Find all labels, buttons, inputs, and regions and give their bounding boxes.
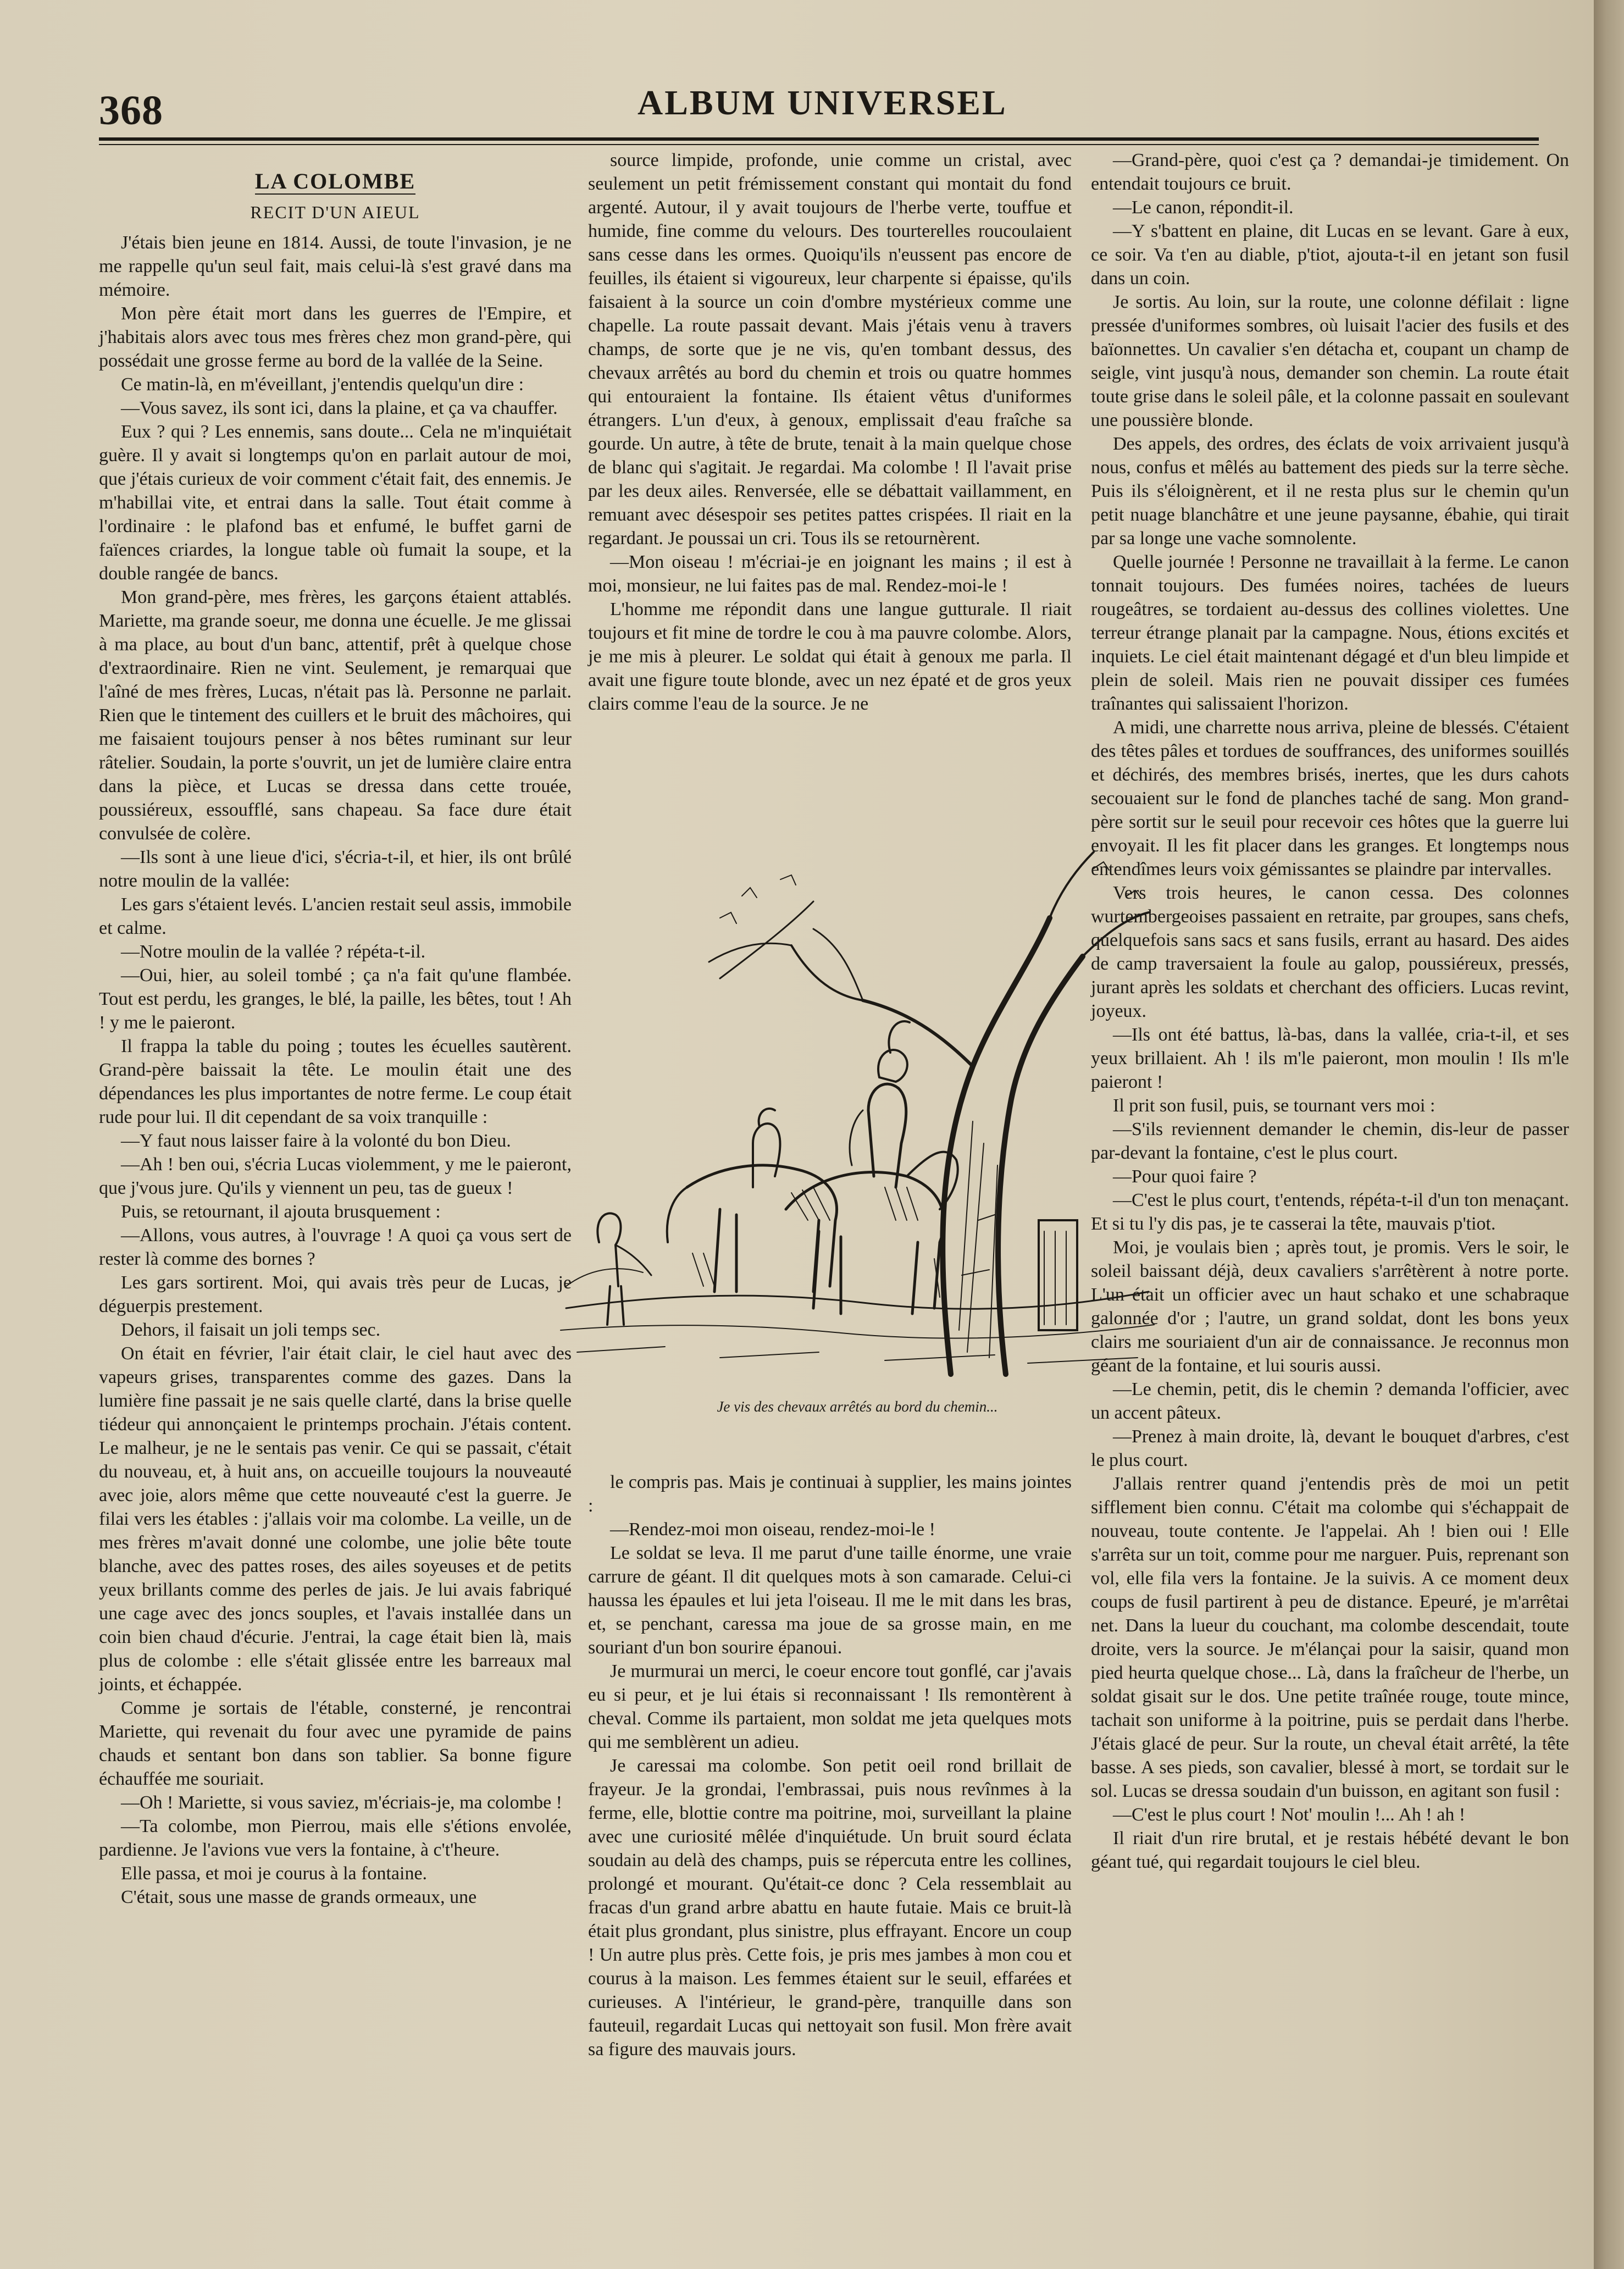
column-3 [1091,148,1569,1874]
paragraph: Je sortis. Au loin, sur la route, une colonne défilait : ligne pressée d'uniformes sombres, où luisait l'acier des fusils et des baïonnettes. Un cavalier s'en détacha et, coupant un champ de seigle, vint jusqu'à nous, demander son chemin. La route était toute grise dans le soleil pâle, et la colonne passait en soulevant une poussière blonde. [1091,292,1569,430]
story-title: LA COLOMBE [254,169,416,193]
paragraph: —Vous savez, ils sont ici, dans la plaine, et ça va chauffer. [121,398,558,418]
paragraph: —Ils ont été battus, là-bas, dans la vallée, cria-t-il, et ses yeux brillaient. Ah ! ils m'le paieront, mon moulin ! Ils m'le paieront ! [1091,1025,1569,1092]
paragraph: —Oui, hier, au soleil tombé ; ça n'a fait qu'une flambée. Tout est perdu, les granges, le blé, la paille, les bêtes, tout ! Ah ! y me le paieront. [99,965,572,1033]
paragraph: Eux ? qui ? Les ennemis, sans doute... Cela ne m'inquiétait guère. Il y avait si longtemps qu'on en parlait autour de moi, que j'étais curieux de voir comment c'était fait, des ennemis. Je m'habillai vite, et entrai dans la salle. Tout était comme à l'ordinaire : le plafond bas et enfumé, le buffet garni de faïences criardes, la longue table où fumait la soupe, et la double rangée de bancs. [99,422,572,584]
column-2 [588,148,1072,716]
column-1-body [99,231,572,1909]
paragraph: C'était, sous une masse de grands ormeaux, une [121,1887,477,1907]
paragraph: Mon père était mort dans les guerres de l'Empire, et j'habitais alors avec tous mes frères chez mon grand-père, qui possédait une grosse ferme au bord de la vallée de la Seine. [99,303,572,371]
column-2-continued [588,1470,1072,2061]
running-title: ALBUM UNIVERSEL [638,83,1007,122]
paragraph: —Y faut nous laisser faire à la volonté du bon Dieu. [121,1131,511,1151]
paragraph: Je caressai ma colombe. Son petit oeil rond brillait de frayeur. Je la grondai, l'embrassai, puis nous revînmes à la ferme, elle, blottie contre ma poitrine, moi, surveillant la plaine avec une curiosité mêlée d'inquiétude. Un bruit sourd éclata soudain au delà des champs, puis se répercuta entre les collines, prolongé et mourant. Qu'était-ce donc ? Cela ressemblait au fracas d'un grand arbre abattu en haute futaie. Mais ce bruit-là était plus grondant, plus sinistre, plus effrayant. Encore un coup ! Un autre plus près. Cette fois, je pris mes jambes à mon cou et courus à la maison. Les femmes étaient sur le seuil, effarées et curieuses. A l'intérieur, le grand-père, tranquille dans son fauteuil, regardait Lucas qui nettoyait son fusil. Mon frère avait sa figure des mauvais jours. [588,1756,1072,2060]
paragraph: Les gars sortirent. Moi, qui avais très peur de Lucas, je déguerpis prestement. [99,1272,572,1316]
paragraph: Elle passa, et moi je courus à la fontaine. [121,1863,428,1884]
paragraph: —C'est le plus court, t'entends, répéta-t-il d'un ton menaçant. Et si tu l'y dis pas, je te casserai la tête, mauvais p'tiot. [1091,1190,1569,1234]
paragraph: J'allais rentrer quand j'entendis près de moi un petit sifflement bien connu. C'était ma colombe qui s'échappait de nouveau, toute contente. Je l'appelai. Ah ! bien oui ! Elle s'arrêta sur un toit, comme pour me narguer. Puis, reprenant son vol, elle fila vers la fontaine. Je la suivis. A ce moment deux coups de fusil partirent à peu de distance. Epeuré, je m'arrêtai net. Dans la lueur du couchant, ma colombe descendait, toute droite, vers la source. Je m'élançai pour la saisir, quand mon pied heurta quelque chose... Là, dans la fraîcheur de l'herbe, un soldat gisait sur le dos. Une petite traînée rouge, toute mince, tachait son uniforme à la poitrine, puis se perdait dans l'herbe. J'étais glacé de peur. Sur la route, un cheval était arrêté, la tête basse. A ses pieds, son cavalier, blessé à mort, se tordait sur le sol. Lucas se dressa soudain d'un buisson, en agitant son fusil : [1091,1474,1569,1801]
page-header [99,82,1539,137]
paragraph: Il frappa la table du poing ; toutes les écuelles sautèrent. Grand-père baissait la tête. Le moulin était une des dépendances les plus importantes de notre ferme. Le coup était rude pour lui. Il dit cependant de sa voix tranquille : [99,1036,572,1127]
paragraph: source limpide, profonde, unie comme un cristal, avec seulement un petit frémissement constant qui montait du fond argenté. Autour, il y avait toujours de l'herbe verte, touffue et humide, fine comme du velours. Des tourterelles roucoulaient sans cesse dans les ormes. Quoiqu'ils n'eussent pas encore de feuilles, ils étaient si vigoureux, leur charpente si épaisse, qu'ils faisaient à la source un coin d'ombre mystérieux comme une chapelle. La route passait devant. Mais j'étais venu à travers champs, de sorte que je ne vis, qu'en tombant dessus, des chevaux arrêtés au bord du chemin et trois ou quatre hommes qui entouraient la fontaine. Ils étaient vêtus d'uniformes étrangers. L'un d'eux, à genoux, emplissait d'eau fraîche sa gourde. Un autre, à tête de brute, tenait à la main quelque chose de blanc qui s'agitait. Je regardai. Ma colombe ! Il l'avait prise par les deux ailes. Renversée, elle se débattait vaillamment, en remuant avec désespoir ses petites pattes crispées. Il riait en la regardant. Je poussai un cri. Tous ils se retournèrent. [588,150,1072,549]
paragraph: Dehors, il faisait un joli temps sec. [121,1320,381,1340]
paragraph: On était en février, l'air était clair, le ciel haut avec des vapeurs grises, transparentes comme des gazes. Dans la lumière fine passait je ne sais quelle clarté, dans la brise quelle tiédeur qui annonçaient le printemps prochain. J'étais content. Le malheur, je ne le sentais pas venir. Ce qui se passait, c'était du nouveau, et, à huit ans, on accueille toujours la nouveauté avec joie, alors même que cette nouveauté c'est la guerre. Je filai vers les étables : j'allais voir ma colombe. La veille, un de mes frères m'avait donné une colombe, une jolie bête toute blanche, avec des pattes roses, des ailes soyeuses et de petits yeux brillants comme des perles de jais. Je lui avais fabriqué une cage avec des joncs souples, et l'avais installée dans un coin bien chaud d'écurie. J'entrai, la cage était bien là, mais plus de colombe : elle s'était glissée entre les barreaux mal joints, et échappée. [99,1343,572,1695]
paragraph: —Le chemin, petit, dis le chemin ? demanda l'officier, avec un accent pâteux. [1091,1379,1569,1423]
paragraph: Vers trois heures, le canon cessa. Des colonnes wurtembergeoises passaient en retraite, par groupes, sans chefs, quelquefois sans sacs et sans fusils, errant au hasard. Des aides de camp traversaient la foule au galop, poussiéreux, pressés, jurant après les soldats et cherchant des officiers. Lucas revint, joyeux. [1091,883,1569,1021]
illustration-caption: Je vis des chevaux arrêtés au bord du chemin... [717,1398,998,1415]
paragraph: —S'ils reviennent demander le chemin, dis-leur de passer par-devant la fontaine, c'est le plus court. [1091,1119,1569,1163]
paragraph: —Ils sont à une lieue d'ici, s'écria-t-il, et hier, ils ont brûlé notre moulin de la vallée: [99,847,572,891]
soldiers-at-fountain-illustration [555,835,1160,1391]
paragraph: Quelle journée ! Personne ne travaillait à la ferme. Le canon tonnait toujours. Des fumées noires, tachées de lueurs rougeâtres, se tordaient au-dessus des collines violettes. Une terreur étrange planait par la campagne. Nous, étions excités et inquiets. Le ciel était maintenant dégagé et d'un bleu limpide et plein de soleil. Mais rien ne pouvait dissiper ces fumées traînantes qui salissaient l'horizon. [1091,552,1569,714]
paragraph: Puis, se retournant, il ajouta brusquement : [121,1202,441,1222]
paragraph: —Ah ! ben oui, s'écria Lucas violemment, y me le paieront, que j'vous jure. Qu'ils y viennent un peu, tas de gueux ! [99,1154,572,1198]
paragraph: A midi, une charrette nous arriva, pleine de blessés. C'étaient des têtes pâles et tordues de souffrances, des uniformes souillés et déchirés, des membres brisés, inertes, que les durs cahots secouaient sur le fond de planches taché de sang. Mon grand-père sortit sur le seuil pour recevoir ces hôtes que la guerre lui envoyait. Il les fit placer dans les granges. Et longtemps nous entendîmes leurs voix gémissantes se plaindre par intervalles. [1091,717,1569,879]
paragraph: —Y s'battent en plaine, dit Lucas en se levant. Gare à eux, ce soir. Va t'en au diable, p'tiot, ajouta-t-il en jetant son fusil dans un coin. [1091,221,1569,289]
paragraph: Comme je sortais de l'étable, consterné, je rencontrai Mariette, qui revenait du four avec une pyramide de pains chauds et sentant bon dans son tablier. Sa bonne figure échauffée me souriait. [99,1698,572,1789]
header-rule-thin [99,144,1539,145]
paragraph: Ce matin-là, en m'éveillant, j'entendis quelqu'un dire : [121,374,524,395]
column-3-body [1091,148,1569,1874]
column-2-body [588,148,1072,716]
paragraph: —C'est le plus court ! Not' moulin !... Ah ! ah ! [1113,1805,1466,1825]
paragraph: —Rendez-moi mon oiseau, rendez-moi-le ! [610,1519,935,1540]
paragraph: —Allons, vous autres, à l'ouvrage ! A quoi ça vous sert de rester là comme des bornes ? [99,1225,572,1269]
paragraph: —Pour quoi faire ? [1113,1166,1257,1187]
paragraph: Moi, je voulais bien ; après tout, je promis. Vers le soir, le soleil baissant déjà, deux cavaliers s'arrêtèrent à notre porte. L'un était un officier avec un haut schako et une schabraque galonnée d'or ; l'autre, un grand soldat, dont les bons yeux clairs me souriaient d'un air de connaissance. Je reconnus mon géant de la fontaine, et lui souris aussi. [1091,1237,1569,1376]
paragraph: —Grand-père, quoi c'est ça ? demandai-je timidement. On entendait toujours ce bruit. [1091,150,1569,194]
paragraph: Il riait d'un rire brutal, et je restais hébété devant le bon géant tué, qui regardait toujours le ciel bleu. [1091,1828,1569,1872]
page-edge-shadow [1594,0,1624,2269]
illustration [555,835,1160,1432]
paragraph: Des appels, des ordres, des éclats de voix arrivaient jusqu'à nous, confus et mêlés au battement des pieds sur la terre sèche. Puis ils s'éloignèrent, et il ne resta plus sur le chemin qu'un petit nuage blanchâtre et une jeune paysanne, ébahie, qui tirait par sa longe une vache somnolente. [1091,434,1569,549]
paragraph: Je murmurai un merci, le coeur encore tout gonflé, car j'avais eu si peur, et je lui étais si reconnaissant ! Ils remontèrent à cheval. Comme ils partaient, mon soldat me jeta quelques mots qui me semblèrent un adieu. [588,1661,1072,1752]
paragraph: —Le canon, répondit-il. [1113,197,1294,218]
paragraph: —Mon oiseau ! m'écriai-je en joignant les mains ; il est à moi, monsieur, ne lui faites pas de mal. Rendez-moi-le ! [588,552,1072,596]
column-1 [99,148,572,1909]
paragraph: Le soldat se leva. Il me parut d'une taille énorme, une vraie carrure de géant. Il dit quelques mots à son camarade. Celui-ci haussa les épaules et lui jeta l'oiseau. Il me le mit dans les bras, et, se penchant, caressa ma joue de sa grosse main, en me souriant d'un bon sourire épanoui. [588,1543,1072,1658]
paragraph: J'étais bien jeune en 1814. Aussi, de toute l'invasion, je ne me rappelle qu'un seul fait, mais celui-là s'est gravé dans ma mémoire. [99,233,572,300]
paragraph: —Oh ! Mariette, si vous saviez, m'écriais-je, ma colombe ! [121,1792,562,1813]
column-2-continued-body [588,1470,1072,2061]
paragraph: —Ta colombe, mon Pierrou, mais elle s'étions envolée, pardienne. Je l'avions vue vers la fontaine, à c't'heure. [99,1816,572,1860]
paragraph: Les gars s'étaient levés. L'ancien restait seul assis, immobile et calme. [99,894,572,938]
paragraph: —Notre moulin de la vallée ? répéta-t-il. [121,942,426,962]
paragraph: le compris pas. Mais je continuai à supplier, les mains jointes : [588,1472,1072,1516]
story-subtitle: RECIT D'UN AIEUL [250,202,420,222]
page-number: 368 [99,87,163,134]
paragraph: L'homme me répondit dans une langue gutturale. Il riait toujours et fit mine de tordre le cou à ma pauvre colombe. Alors, je me mis à pleurer. Le soldat qui était à genoux me parla. Il avait une figure toute blonde, avec un nez épaté et de gros yeux clairs comme l'eau de la source. Je ne [588,599,1072,714]
header-rule-thick [99,137,1539,141]
paragraph: Il prit son fusil, puis, se tournant vers moi : [1113,1095,1435,1116]
paragraph: —Prenez à main droite, là, devant le bouquet d'arbres, c'est le plus court. [1091,1426,1569,1470]
paragraph: Mon grand-père, mes frères, les garçons étaient attablés. Mariette, ma grande soeur, me donna une écuelle. Je me glissai à ma place, au bout d'un banc, attentif, prêt à quelque chose d'extraordinaire. Rien ne vint. Seulement, je remarquai que l'aîné de mes frères, Lucas, n'était pas là. Personne ne parlait. Rien que le tintement des cuillers et le bruit des mâchoires, qui me faisaient toujours penser à nos bêtes ruminant sur leur râtelier. Soudain, la porte s'ouvrit, un jet de lumière claire entra dans la pièce, et Lucas se dressa dans cette trouée, poussiéreux, essoufflé, sans chapeau. Sa face dure était convulsée de colère. [99,587,572,844]
